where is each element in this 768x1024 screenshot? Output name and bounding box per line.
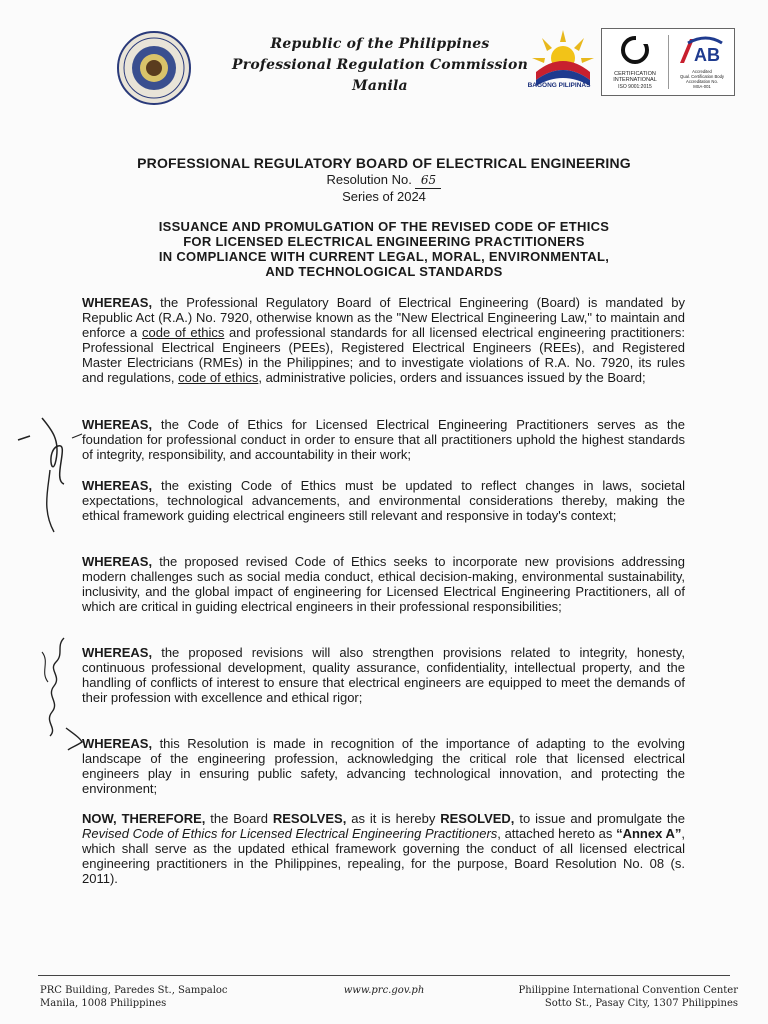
whereas-lead: WHEREAS,	[82, 645, 153, 660]
pab-label-3: Accreditation No.	[686, 79, 718, 84]
resolves-keyword: RESOLVES,	[272, 811, 347, 826]
whereas-lead: WHEREAS,	[82, 295, 153, 310]
certification-label-1: CERTIFICATION	[614, 71, 656, 77]
paragraph-text: the existing Code of Ethics must be updated to reflect changes in laws, societal expectations, technological advancements, and environmental considerations thereby, making the ethical framework guiding electrical engineers still relevant and responsive in today's context;	[82, 478, 685, 523]
certification-label-2: INTERNATIONAL	[613, 77, 657, 83]
footer-left-line-1: PRC Building, Paredes St., Sampaloc	[40, 985, 228, 996]
now-therefore-lead: NOW, THEREFORE,	[82, 811, 206, 826]
city-line: Manila	[352, 78, 408, 94]
footer-right-line-1: Philippine International Convention Center	[518, 985, 738, 996]
resolution-number: 65	[415, 172, 441, 189]
subject-line-2: FOR LICENSED ELECTRICAL ENGINEERING PRACTITIONERS	[183, 234, 585, 249]
paragraph-text: , which shall serve as the updated ethical framework governing the conduct of all licensed electrical engineering practitioners in the Philippines, repealing, for the purpose, Board Resolution No. 08 (s. 2011).	[82, 826, 685, 886]
subject-line-1: ISSUANCE AND PROMULGATION OF THE REVISED CODE OF ETHICS	[158, 219, 610, 234]
subject-line-4: AND TECHNOLOGICAL STANDARDS	[265, 264, 503, 279]
resolution-subject	[82, 219, 686, 279]
pab-label-2: Qual. Certification Body	[680, 74, 724, 79]
paragraph-text: the proposed revised Code of Ethics seeks to incorporate new provisions addressing modern challenges such as social media conduct, ethical decision-making, environmental sustainability, inclusivity, and the global impact of engineering for Licensed Electrical Engineering Practitioners, all of which are critical in guiding electrical engineers in their professional responsibilities;	[82, 554, 685, 614]
bagong-pilipinas-label: BAGONG PILIPINAS	[527, 82, 591, 89]
letterhead-text	[230, 34, 530, 97]
whereas-paragraph-1	[82, 295, 685, 385]
letterhead	[0, 0, 768, 120]
resolved-keyword: RESOLVED,	[440, 811, 515, 826]
paragraph-text: this Resolution is made in recognition of the importance of adapting to the evolving landscape of the engineering profession, acknowledging the critical role that licensed electrical engineers play in ensuring public safety, advancing technological innovation, and protecting the environment;	[82, 736, 685, 796]
certification-badge	[601, 28, 735, 96]
paragraph-text: and professional standards for all licensed electrical engineering practitioners: Professional Electrical Engineers (PEEs), Registered Electrical Engineers (REEs), and Registered Master Electricians (RMEs) in the Philippines; and to investigate violations of R.A. No. 7920, its rules and regulations,	[82, 325, 685, 385]
paragraph-text: the Professional Regulatory Board of Electrical Engineering (Board) is mandated by Republic Act (R.A.) No. 7920, otherwise known as the "New Electrical Engineering Law," to maintain and enforce a	[82, 295, 685, 340]
whereas-lead: WHEREAS,	[82, 736, 153, 751]
certification-ring-icon	[620, 35, 650, 65]
badge-divider	[668, 35, 669, 89]
annex-a-label: “Annex A”	[616, 826, 682, 841]
subject-line-3: IN COMPLIANCE WITH CURRENT LEGAL, MORAL, ENVIRONMENTAL,	[158, 249, 610, 264]
whereas-paragraph-5	[82, 645, 685, 705]
margin-tick-mark	[64, 724, 86, 752]
margin-initials-signature-1	[12, 410, 84, 535]
resolution-title	[82, 155, 686, 205]
republic-line: Republic of the Philippines	[270, 36, 490, 52]
paragraph-text: the Code of Ethics for Licensed Electrical Engineering Practitioners serves as the foundation for professional conduct in order to ensure that all practitioners uphold the highest standards of integrity, responsibility, and accountability in their work;	[82, 417, 685, 462]
board-name: PROFESSIONAL REGULATORY BOARD OF ELECTRICAL ENGINEERING	[137, 155, 631, 171]
whereas-lead: WHEREAS,	[82, 554, 153, 569]
code-of-ethics-link-1: code of ethics	[141, 325, 225, 340]
whereas-lead: WHEREAS,	[82, 478, 153, 493]
pab-accreditation-logo-icon	[676, 35, 726, 65]
footer-right-line-2: Sotto St., Pasay City, 1307 Philippines	[544, 998, 738, 1009]
whereas-lead: WHEREAS,	[82, 417, 153, 432]
footer-divider	[38, 975, 730, 976]
paragraph-text: to issue and promulgate the	[514, 811, 685, 826]
pab-logo-text: AB	[694, 45, 720, 65]
commission-line: Professional Regulation Commission	[232, 57, 528, 73]
footer-address-right	[470, 984, 738, 1010]
footer-left-line-2: Manila, 1008 Philippines	[40, 998, 167, 1009]
footer-address-left	[40, 984, 280, 1010]
paragraph-text: , administrative policies, orders and issuances issued by the Board;	[258, 370, 646, 385]
pab-label-4: MSA-001	[693, 84, 711, 89]
paragraph-text: , attached hereto as	[497, 826, 617, 841]
whereas-paragraph-3	[82, 478, 685, 523]
paragraph-text: the Board	[205, 811, 273, 826]
footer-website: www.prc.gov.ph	[343, 985, 425, 996]
series-line: Series of 2024	[342, 189, 426, 204]
paragraph-text: the proposed revisions will also strengthen provisions related to integrity, honesty, continuous professional development, quality assurance, confidentiality, intellectual property, and the handling of conflicts of interest to ensure that electrical engineers are equipped to meet the demands of their profession with excellence and ethical rigor;	[82, 645, 685, 705]
pab-label-1: Accredited	[692, 69, 712, 74]
whereas-paragraph-4	[82, 554, 685, 614]
resolving-paragraph	[82, 811, 685, 886]
prc-seal-icon	[116, 30, 192, 106]
iso-standard-label: ISO 9001:2015	[618, 84, 652, 90]
whereas-paragraph-6	[82, 736, 685, 796]
whereas-paragraph-2	[82, 417, 685, 462]
paragraph-text: as it is hereby	[346, 811, 441, 826]
resolution-number-line	[82, 172, 686, 189]
resolution-label: Resolution No.	[326, 172, 412, 187]
code-of-ethics-link-2: code of ethics	[178, 370, 259, 385]
code-title-italic: Revised Code of Ethics for Licensed Electrical Engineering Practitioners	[82, 826, 498, 841]
